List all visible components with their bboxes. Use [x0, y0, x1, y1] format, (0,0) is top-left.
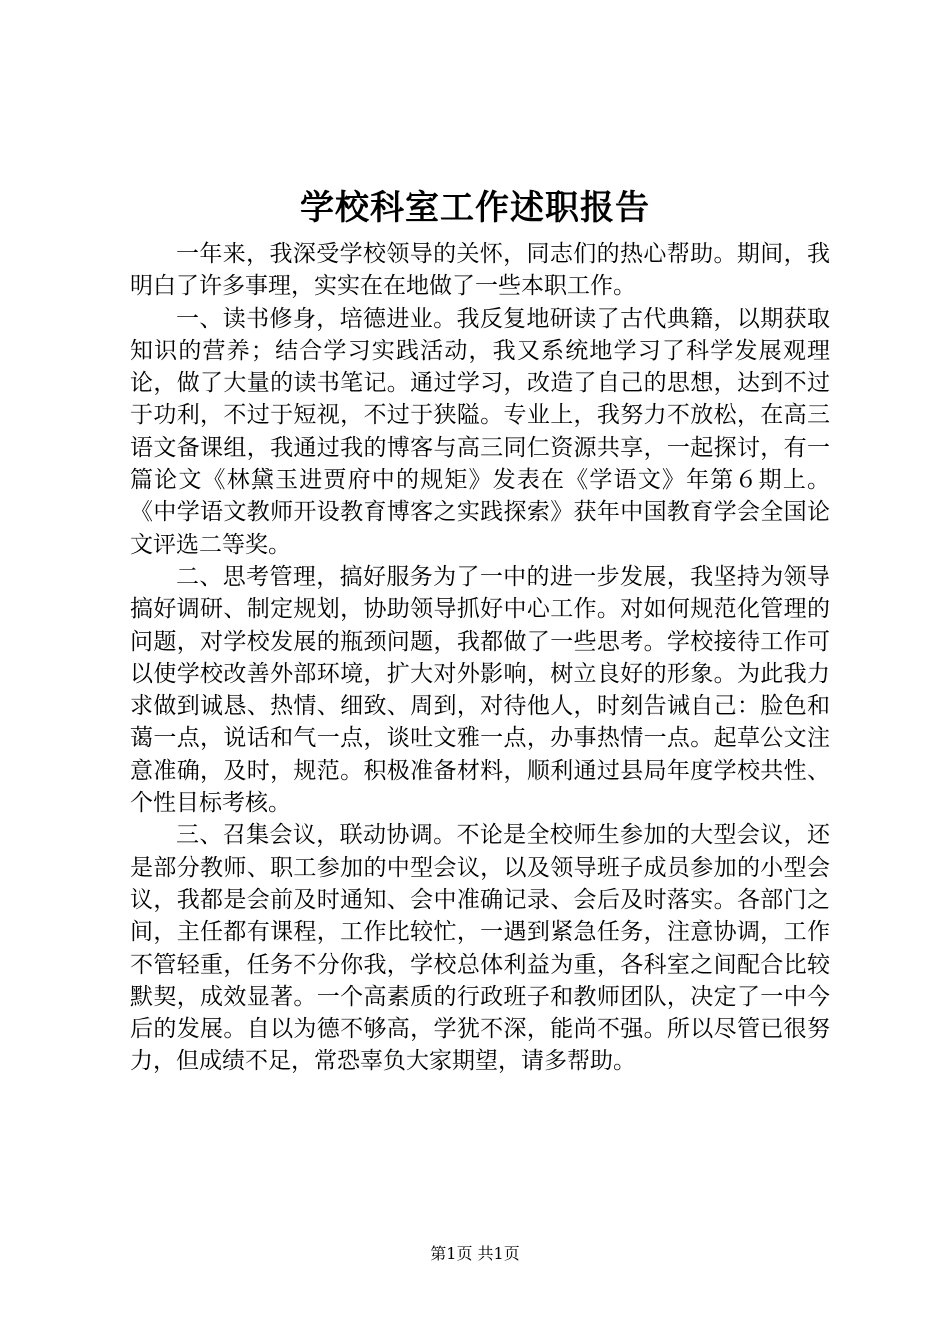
document-title: 学校科室工作述职报告 [300, 188, 650, 228]
document-body [130, 238, 830, 1078]
paragraph-section-1: 一、读书修身，培德进业。我反复地研读了古代典籍，以期获取知识的营养；结合学习实践活动，我又系统地学习了科学发展观理论，做了大量的读书笔记。通过学习，改造了自己的思想，达到不过于功利，不过于短视，不过于狭隘。专业上，我努力不放松，在高三语文备课组，我通过我的博客与高三同仁资源共享，一起探讨，有一篇论文《林黛玉进贾府中的规矩》发表在《学语文》年第６期上。《中学语文教师开设教育博客之实践探索》获年中国教育学会全国论文评选二等奖。 [130, 305, 830, 558]
paragraph-section-2: 二、思考管理，搞好服务为了一中的进一步发展，我坚持为领导搞好调研、制定规划，协助领导抓好中心工作。对如何规范化管理的问题，对学校发展的瓶颈问题，我都做了一些思考。学校接待工作可以使学校改善外部环境，扩大对外影响，树立良好的形象。为此我力求做到诚恳、热情、细致、周到，对待他人，时刻告诫自己：脸色和蔼一点，说话和气一点，谈吐文雅一点，办事热情一点。起草公文注意准确，及时，规范。积极准备材料，顺利通过县局年度学校共性、个性目标考核。 [130, 563, 830, 817]
page-number-footer: 第1页 共1页 [430, 1244, 520, 1263]
paragraph-section-3: 三、召集会议，联动协调。不论是全校师生参加的大型会议，还是部分教师、职工参加的中型会议，以及领导班子成员参加的小型会议，我都是会前及时通知、会中准确记录、会后及时落实。各部门之间，主任都有课程，工作比较忙，一遇到紧急任务，注意协调，工作不管轻重，任务不分你我，学校总体利益为重，各科室之间配合比较默契，成效显著。一个高素质的行政班子和教师团队，决定了一中今后的发展。自以为德不够高，学犹不深，能尚不强。所以尽管已很努力，但成绩不足，常恐辜负大家期望，请多帮助。 [130, 822, 830, 1075]
paragraph-intro: 一年来，我深受学校领导的关怀，同志们的热心帮助。期间，我明白了许多事理，实实在在地做了一些本职工作。 [130, 241, 830, 300]
